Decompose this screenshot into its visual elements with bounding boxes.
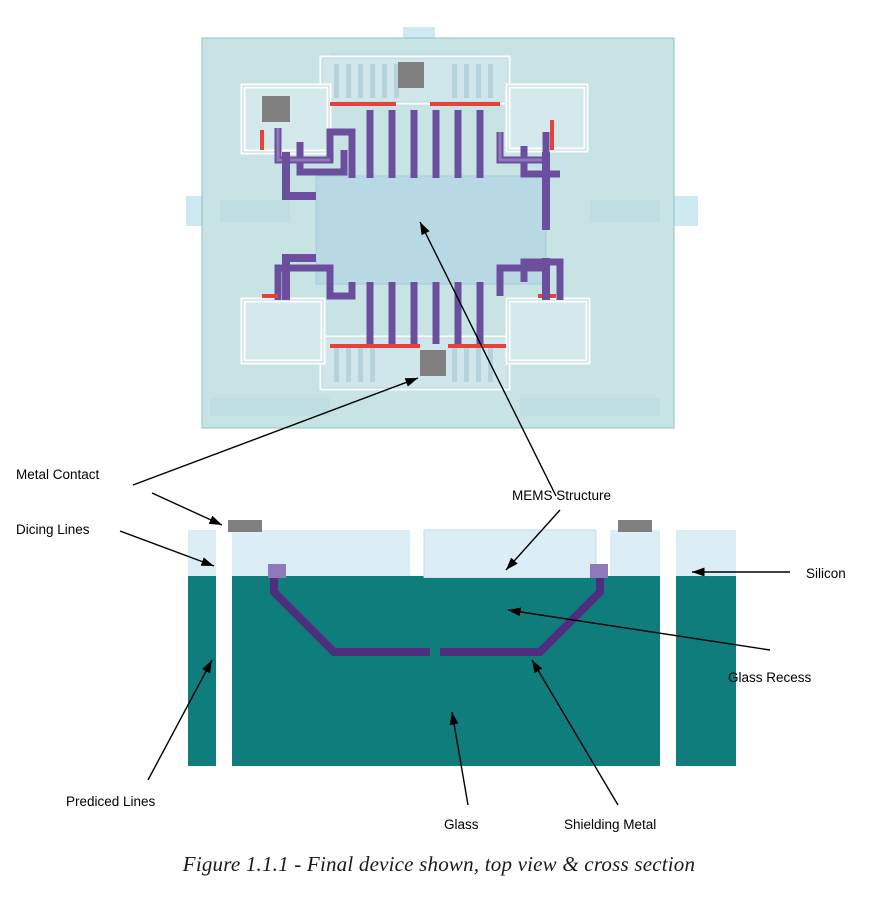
label-mems-structure: MEMS Structure — [512, 488, 612, 503]
silicon-left-inner — [344, 530, 410, 576]
metal-contact-pad-top — [398, 62, 424, 88]
metal-contact-pad-left — [262, 96, 290, 122]
metal-anchor-right — [590, 564, 608, 578]
metal-contact-crosssection-right — [618, 520, 652, 532]
comb-drive-top — [322, 58, 508, 102]
cross-section-group — [188, 520, 736, 766]
silicon-left — [188, 530, 344, 576]
silicon-right — [676, 530, 736, 576]
metal-anchor-left — [268, 564, 286, 578]
metal-contact-pad-bottom — [420, 350, 446, 376]
prediced-slot-left — [216, 576, 232, 766]
silicon-right-inner — [610, 530, 662, 576]
label-glass-recess: Glass Recess — [728, 670, 812, 685]
die-tab-top — [403, 27, 435, 39]
label-shielding-metal: Shielding Metal — [564, 817, 657, 832]
label-metal-contact: Metal Contact — [16, 467, 100, 482]
die-tab-right — [674, 196, 698, 226]
label-prediced-lines: Prediced Lines — [66, 794, 156, 809]
figure-caption: Figure 1.1.1 - Final device shown, top view & cross section — [182, 852, 696, 876]
silicon-mems-beam — [424, 530, 596, 578]
dicing-line-right — [660, 530, 676, 766]
metal-contact-crosssection-left — [228, 520, 262, 532]
leader-metal-contact-crosssection — [152, 493, 222, 525]
top-view-group — [186, 27, 698, 428]
label-glass: Glass — [444, 817, 479, 832]
label-dicing-lines: Dicing Lines — [16, 522, 90, 537]
die-tab-left — [186, 196, 204, 226]
label-silicon: Silicon — [806, 566, 846, 581]
